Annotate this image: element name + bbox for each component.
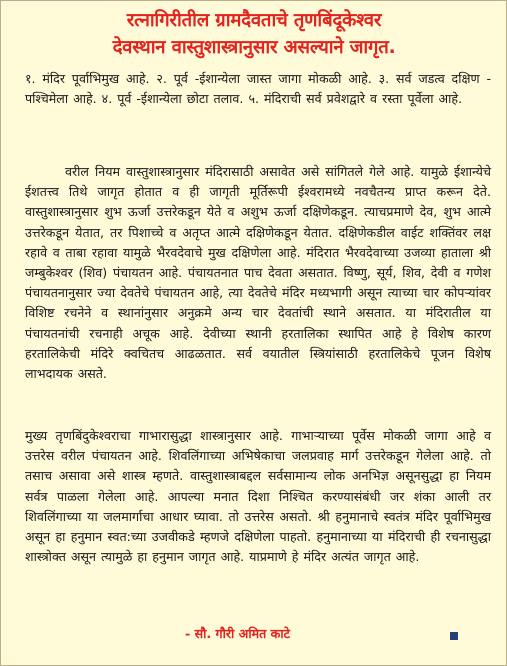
- author-signature: - सौ. गौरी अमित काटे: [185, 626, 290, 641]
- article-title: [15, 7, 493, 61]
- end-of-article-mark: [450, 632, 458, 640]
- paragraph-vastu-explanation: वरील नियम वास्तुशास्त्रानुसार मंदिरासाठी असावेत असे सांगितले गेले आहे. यामुळे ईशान्येचे ईशतत्त्व तिथे जागृत होतात व ही जागृती मूर्तिरूपी ईश्वरामध्ये नवचैतन्य प्राप्त करून देते. वास्तुशास्त्रानुसार शुभ ऊर्जा उत्तरेकडून येते व अशुभ ऊर्जा दक्षिणेकडून. त्याचप्रमाणे देव, शुभ आत्मे उत्तरेकडून येतात, तर पिशाच्चे व अतृप्त आत्मे दक्षिणेकडून येतात. दक्षिणेकडील वाईट शक्तिंवर लक्ष रहावे व ताबा रहावा यामुळे भैरवदेवाचे मुख दक्षिणेला आहे. मंदिरात भैरवदेवाच्या उजव्या हाताला श्री जम्बुकेश्वर (शिव) पंचायतन आहे. पंचायतनात पाच देवता असतात. विष्णु, सूर्य, शिव, देवी व गणेश पंचायतनानुसार ज्या देवतेचे पंचायतन आहे, त्या देवतेचे मंदिर मध्यभागी असून त्याच्या चार कोपऱ्यांवर विशिष्ट रचनेने व स्थानांनुसार अनुक्रमे अन्य चार देवतांची स्थाने असतात. या मंदिरातील या पंचायतनांची रचनाही अचूक आहे. देवीच्या स्थानी हरतालिका स्थापित आहे हे विशेष कारण हरतालिकेची मंदिरे क्वचितच आढळतात. सर्व वयातील स्त्रियांसाठी हरतालिकेचे पूजन विशेष लाभदायक असते.: [25, 164, 491, 382]
- paragraph-sanctum: मुख्य तृणबिंदुकेश्वराचा गाभारासुद्धा शास्त्रानुसार आहे. गाभाऱ्याच्या पूर्वेस मोकळी जागा आहे व उत्तरेस वरील पंचायतन आहे. शिवलिंगाच्या अभिषेकाचा जलप्रवाह मार्ग उत्तरेकडून गेलेला आहे. तो तसाच असावा असे शास्त्र म्हणते. वास्तुशास्त्राबद्दल सर्वसामान्य लोक अनभिज्ञ असूनसुद्धा हा नियम सर्वत्र पाळला गेलेला आहे. आपल्या मनात दिशा निश्चित करण्यासंबंधी जर शंका आली तर शिवलिंगाच्या या जलमार्गाचा आधार घ्यावा. तो उत्तरेस असतो. श्री हनुमानाचे स्वतंत्र मंदिर पूर्वाभिमुख असून हा हनुमान स्वत:च्या उजवीकडे म्हणजे दक्षिणेला पाहतो. हनुमानाच्या या मंदिराची ही रचनासुद्धा शास्त्रोक्त असून त्यामुळे हा हनुमान जागृत आहे. याप्रमाणे हे मंदिर अत्यंत जागृत आहे.: [25, 428, 491, 565]
- paragraph-rules-list: १. मंदिर पूर्वाभिमुख आहे. २. पूर्व -ईशान्येला जास्त जागा मोकळी आहे. ३. सर्व जडत्व दक्षिण - पश्चिमेला आहे. ४. पूर्व -ईशान्येला छोटा तलाव. ५. मंदिराची सर्व प्रवेशद्वारे व रस्ता पूर्वेला आहे.: [25, 71, 491, 107]
- title-line-1: रत्नागिरीतील ग्रामदैवताचे तृणबिंदूकेश्वर: [126, 10, 382, 31]
- title-line-2: देवस्थान वास्तुशास्त्रानुसार असल्याने जागृत.: [112, 37, 396, 58]
